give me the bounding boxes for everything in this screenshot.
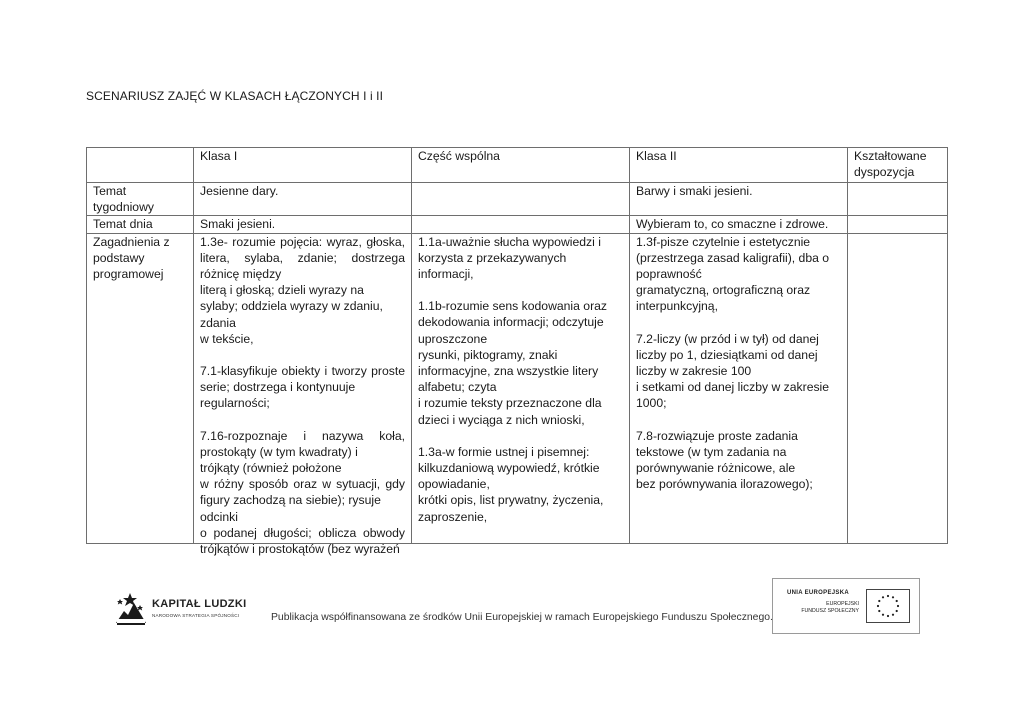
cell-czesc-wspolna xyxy=(412,216,630,233)
lesson-plan-table xyxy=(86,147,948,557)
table-row-temat-dnia xyxy=(87,216,948,233)
k2-p3-d: bez porównywania ilorazowego); xyxy=(636,477,813,492)
k1-p2-a: 7.1-klasyfikuje obiekty i tworzy proste serie; dostrzega i kontynuuje xyxy=(200,364,405,395)
cw-p3-b: kilkuzdaniową wypowiedź, krótkie xyxy=(418,461,600,476)
k1-p2-b: regularności; xyxy=(200,396,270,411)
eu-line-3: FUNDUSZ SPOŁECZNY xyxy=(801,608,859,614)
table-row-temat-tygodniowy xyxy=(87,183,948,216)
row-label-text: Zagadnienia z podstawy programowej xyxy=(93,234,170,282)
k1-p3-c: w różny sposób oraz w sytuacji, gdy figury zachodzą na siebie); rysuje xyxy=(200,477,405,508)
cw-p3-a: 1.3a-w formie ustnej i pisemnej: xyxy=(418,444,590,459)
k2-p2-a: 7.2-liczy (w przód i w tył) od danej xyxy=(636,331,819,346)
cell-czesc-wspolna xyxy=(412,233,630,543)
k2-p1-d: gramatyczną, ortograficzną oraz xyxy=(636,283,811,298)
cw-p3-c: opowiadanie, xyxy=(418,477,490,492)
row-label: Temat dnia xyxy=(87,216,194,233)
k1-p3-e: o podanej długości; oblicza obwody trójkątów i prostokątów (bez wyrażeń xyxy=(200,525,405,557)
cw-p2-a: 1.1b-rozumie sens kodowania oraz xyxy=(418,299,608,314)
cell-klasa-2: Barwy i smaki jesieni. xyxy=(630,183,848,216)
table-row-zagadnienia xyxy=(87,233,948,543)
k2-p2-b: liczby po 1, dziesiątkami od danej xyxy=(636,347,818,362)
k1-p3-d: odcinki xyxy=(200,509,238,524)
cell-dyspozycje xyxy=(848,183,948,216)
eu-line-2: EUROPEJSKI xyxy=(826,601,859,607)
k1-p1-c: w tekście, xyxy=(200,331,254,346)
k2-p2-d: i setkami od danej liczby w zakresie xyxy=(636,380,830,395)
cofinancing-note: Publikacja współfinansowana ze środków Unii Europejskiej w ramach Europejskiego Funduszu Społecznego. xyxy=(271,612,773,623)
k2-p1-e: interpunkcyjną, xyxy=(636,299,718,314)
cell-klasa-2: Wybieram to, co smaczne i zdrowe. xyxy=(630,216,848,233)
cell-klasa-2 xyxy=(630,233,848,543)
cell-klasa-1: Jesienne dary. xyxy=(194,183,412,216)
eu-stars-icon xyxy=(867,590,909,622)
k2-p1-a: 1.3f-pisze czytelnie i estetycznie xyxy=(636,234,811,249)
cw-p1-a: 1.1a-uważnie słucha wypowiedzi i xyxy=(418,234,601,249)
kapital-ludzki-emblem-icon xyxy=(114,589,148,629)
cw-p1-b: korzysta z przekazywanych xyxy=(418,250,567,265)
k1-p3-b: trójkąty (również położone xyxy=(200,461,342,476)
table-header-row xyxy=(87,148,948,183)
kapital-ludzki-name: KAPITAŁ LUDZKI xyxy=(152,598,247,610)
cw-p2-b: dekodowania informacji; odczytuje xyxy=(418,315,604,330)
header-dyspozycje: Kształtowane dyspozycja xyxy=(848,148,948,183)
eu-line-1: UNIA EUROPEJSKA xyxy=(787,590,849,596)
row-label xyxy=(87,233,194,543)
k1-p1-a: 1.3e- rozumie pojęcia: wyraz, głoska, litera, sylaba, zdanie; dostrzega różnicę między xyxy=(200,234,405,282)
k1-p1-b: literą i głoską; dzieli wyrazy na sylaby; oddziela wyrazy w zdaniu, zdania xyxy=(200,283,383,330)
cw-p2-c: uproszczone xyxy=(418,331,488,346)
row-label: Temat tygodniowy xyxy=(87,183,194,216)
k2-p1-c: poprawność xyxy=(636,267,702,282)
eu-flag-icon xyxy=(866,589,910,623)
cw-p2-h: dzieci i wyciąga z nich wnioski, xyxy=(418,412,585,427)
k2-p3-a: 7.8-rozwiązuje proste zadania xyxy=(636,428,798,443)
cell-dyspozycje xyxy=(848,216,948,233)
cell-klasa-1 xyxy=(194,233,412,557)
cell-czesc-wspolna xyxy=(412,183,630,216)
header-czesc-wspolna: Część wspólna xyxy=(412,148,630,183)
cw-p3-e: zaproszenie, xyxy=(418,509,488,524)
cw-p2-g: i rozumie teksty przeznaczone dla xyxy=(418,396,602,411)
cw-p2-e: informacyjne, zna wszystkie litery xyxy=(418,364,599,379)
header-empty xyxy=(87,148,194,183)
cw-p1-c: informacji, xyxy=(418,267,474,282)
k2-p3-b: tekstowe (w tym zadania na xyxy=(636,444,787,459)
k2-p2-e: 1000; xyxy=(636,396,667,411)
kapital-ludzki-logo xyxy=(114,589,254,629)
k2-p3-c: porównywanie różnicowe, ale xyxy=(636,461,796,476)
k2-p2-c: liczby w zakresie 100 xyxy=(636,364,752,379)
cw-p3-d: krótki opis, list prywatny, życzenia, xyxy=(418,493,604,508)
cell-klasa-1: Smaki jesieni. xyxy=(194,216,412,233)
k1-p3-a: 7.16-rozpoznaje i nazywa koła, prostokąty (w tym kwadraty) i xyxy=(200,428,405,459)
header-klasa-2: Klasa II xyxy=(630,148,848,183)
kapital-ludzki-subtitle: NARODOWA STRATEGIA SPÓJNOŚCI xyxy=(152,613,240,618)
document-title: SCENARIUSZ ZAJĘĆ W KLASACH ŁĄCZONYCH I i II xyxy=(86,89,384,103)
k2-p1-b: (przestrzega zasad kaligrafii), dba o xyxy=(636,250,830,265)
cw-p2-f: alfabetu; czyta xyxy=(418,380,497,395)
cell-dyspozycje xyxy=(848,233,948,543)
header-klasa-1: Klasa I xyxy=(194,148,412,183)
eu-social-fund-logo xyxy=(772,578,920,634)
cw-p2-d: rysunki, piktogramy, znaki xyxy=(418,347,558,362)
